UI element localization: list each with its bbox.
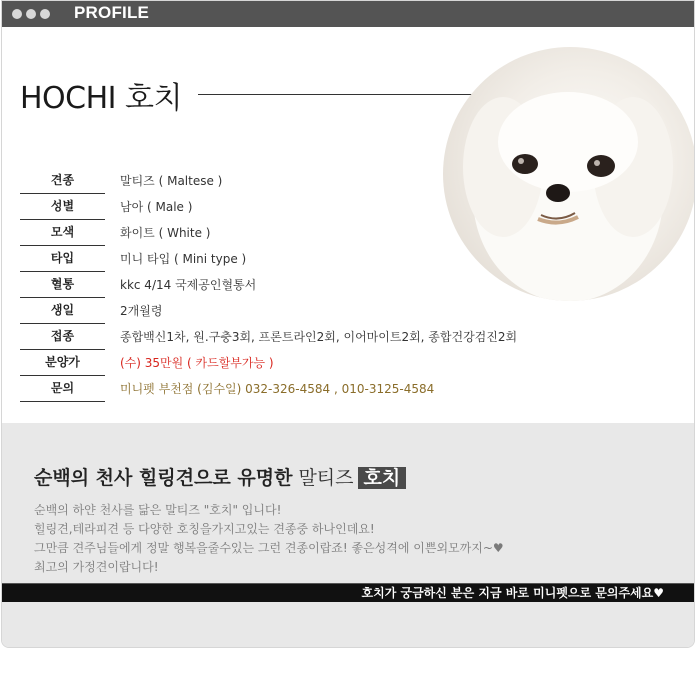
intro-headline bbox=[34, 463, 406, 490]
profile-row-type bbox=[20, 247, 580, 272]
profile-label: 혈통 bbox=[20, 273, 105, 298]
profile-row-price bbox=[20, 351, 580, 376]
dog-name: HOCHI 호치 bbox=[20, 81, 183, 116]
profile-row-color bbox=[20, 221, 580, 246]
intro-line: 순백의 하얀 천사를 닮은 말티즈 "호치" 입니다! bbox=[34, 503, 282, 517]
headline-light: 말티즈 bbox=[298, 467, 354, 489]
intro-line: 힐링견,테라피견 등 다양한 호칭을가지고있는 견종중 하나인데요! bbox=[34, 522, 375, 536]
profile-row-gender bbox=[20, 195, 580, 220]
profile-row-contact bbox=[20, 377, 580, 402]
profile-label: 생일 bbox=[20, 299, 105, 324]
intro-line: 그만큼 견주님들에게 정말 행복을줄수있는 그런 견종이랍죠! 좋은성격에 이쁜외모까지~♥ bbox=[34, 541, 504, 555]
dot-icon bbox=[26, 9, 36, 19]
profile-label: 접종 bbox=[20, 325, 105, 350]
profile-value: 말티즈 ( Maltese ) bbox=[120, 174, 223, 188]
window-dots bbox=[12, 9, 50, 19]
dot-icon bbox=[12, 9, 22, 19]
header-title: PROFILE bbox=[74, 3, 150, 22]
profile-label: 문의 bbox=[20, 377, 105, 402]
profile-row-birthday bbox=[20, 299, 580, 324]
intro-line: 최고의 가정견이랍니다! bbox=[34, 560, 159, 574]
title-divider bbox=[198, 94, 474, 95]
profile-row-vaccination bbox=[20, 325, 580, 350]
profile-card bbox=[1, 0, 695, 648]
contact-banner bbox=[2, 583, 694, 602]
header-bar bbox=[2, 1, 694, 27]
profile-value: 남아 ( Male ) bbox=[120, 200, 193, 214]
profile-value: kkc 4/14 국제공인혈통서 bbox=[120, 278, 257, 292]
dot-icon bbox=[40, 9, 50, 19]
profile-value: 2개월령 bbox=[120, 304, 163, 318]
profile-label: 타입 bbox=[20, 247, 105, 272]
profile-value: 종합백신1차, 원.구충3회, 프론트라인2회, 이어마이트2회, 종합건강검진2회 bbox=[120, 330, 518, 344]
profile-value: 미니 타입 ( Mini type ) bbox=[120, 252, 247, 266]
profile-row-breed bbox=[20, 169, 580, 194]
banner-text: 호치가 궁금하신 분은 지금 바로 미니펫으로 문의주세요♥ bbox=[361, 586, 664, 600]
profile-value: 화이트 ( White ) bbox=[120, 226, 211, 240]
profile-label: 견종 bbox=[20, 169, 105, 194]
profile-label: 모색 bbox=[20, 221, 105, 246]
profile-value-price: (수) 35만원 ( 카드할부가능 ) bbox=[120, 356, 274, 370]
headline-tag: 호치 bbox=[358, 467, 407, 489]
intro-description bbox=[34, 501, 504, 577]
profile-value-contact: 미니펫 부천점 (김수일) 032-326-4584 , 010-3125-4584 bbox=[120, 382, 435, 396]
profile-label: 분양가 bbox=[20, 351, 105, 376]
intro-section bbox=[2, 423, 694, 648]
headline-bold: 순백의 천사 힐링견으로 유명한 bbox=[34, 467, 293, 489]
profile-label: 성별 bbox=[20, 195, 105, 220]
profile-row-pedigree bbox=[20, 273, 580, 298]
